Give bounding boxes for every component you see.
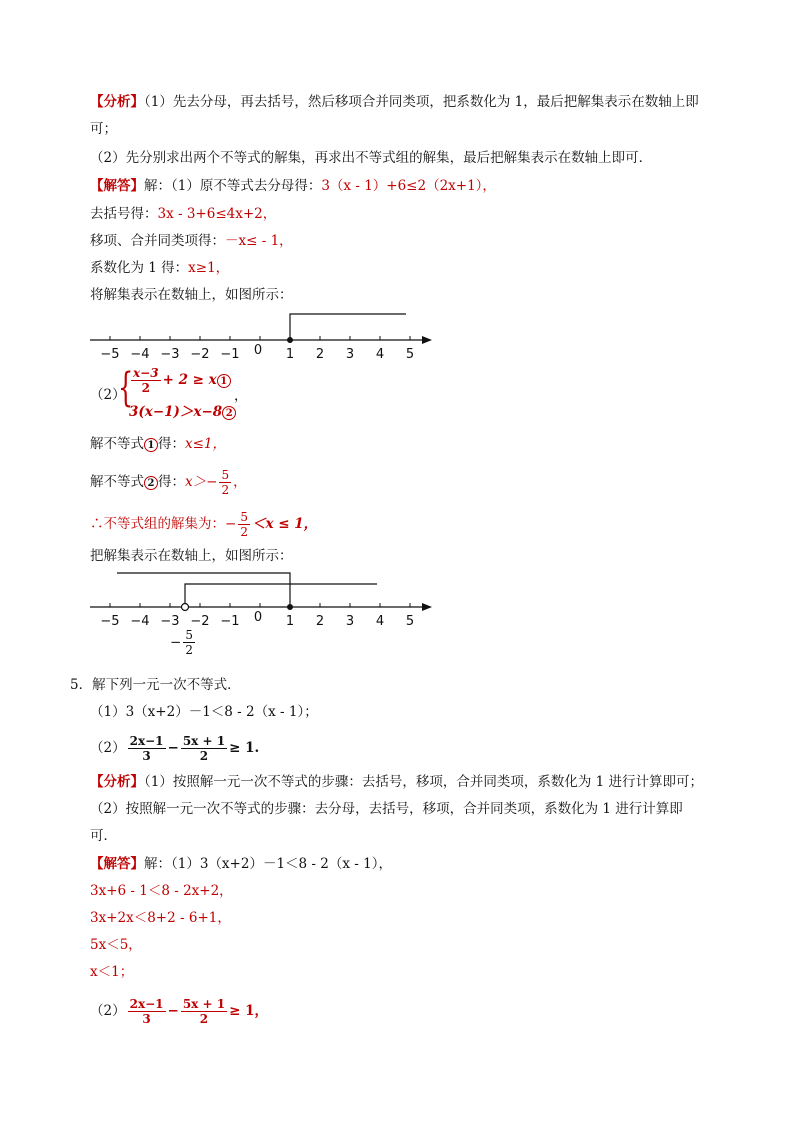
answer-equation-1: 3（x - 1）+6≤2（2x+1）， (321, 178, 496, 194)
axis-tick-label: 0 (253, 610, 263, 625)
axis2-extra-num: 5 (185, 628, 193, 642)
step-2-equation: 3x - 3+6≤4x+2， (157, 206, 277, 222)
q5-answer-intro: 解：（1） (144, 856, 200, 872)
q5-item-2-frac2 (181, 734, 227, 763)
axis-tick-label: 0 (253, 343, 263, 358)
axis-tick-label: 3 (345, 347, 355, 362)
solve-2-x: x＞− (185, 474, 218, 490)
q5-item-1-text: （1）3（x+2）－1＜8 - 2（x - 1）； (90, 704, 318, 720)
q5-part-2 (90, 997, 268, 1026)
q5-title-text: 解下列一元一次不等式． (92, 677, 241, 693)
axis-tick-label: −1 (220, 614, 240, 629)
step-2-label: 去括号得： (90, 206, 158, 222)
q5-part-2-minus: − (167, 1003, 179, 1019)
q5-item-1 (90, 702, 318, 722)
axis-tick-label: 2 (315, 614, 325, 629)
axis-tick-label: −2 (190, 614, 210, 629)
q5-part-2-den2: 2 (199, 1012, 209, 1026)
q5-analysis-1 (90, 772, 703, 792)
axis-tick-label: −2 (190, 347, 210, 362)
axis-tick-label: −4 (130, 614, 150, 629)
q5-step-5 (90, 962, 133, 982)
part2-prefix-text: （2） (90, 387, 126, 403)
analysis-text-1b: 可； (90, 121, 117, 137)
system-fraction-den: 2 (141, 381, 150, 395)
q5-item-2-expr (126, 734, 260, 763)
axis-tick-label: 5 (405, 614, 415, 629)
q5-analysis-2 (90, 799, 683, 819)
solve-1-label: 解不等式 (90, 436, 144, 452)
step-4-equation: x≥1， (188, 260, 230, 276)
axis-arrow (422, 603, 432, 611)
axis-tick-label: −5 (100, 347, 120, 362)
q5-item-2-prefix: （2） (90, 740, 126, 756)
conclusion-minus: − (225, 516, 237, 532)
q5-step-2-text: 3x+6 - 1＜8 - 2x+2， (90, 883, 233, 899)
q5-part-2-rest: ≥ 1， (229, 1003, 268, 1019)
q5-step-5-text: x＜1； (90, 964, 134, 980)
q5-step-4 (90, 935, 142, 955)
circle-two-marker: 2 (222, 406, 236, 420)
analysis-text-2: （2）先分别求出两个不等式的解集，再求出不等式组的解集，最后把解集表示在数轴上即可． (90, 150, 653, 166)
solve-1-result: x≤1， (185, 436, 227, 452)
axis-tick-label: 5 (405, 347, 415, 362)
axis-tick-label: 1 (285, 614, 295, 629)
conclusion-num: 5 (240, 510, 248, 524)
system-brace: { (118, 365, 134, 411)
axis-tick-label: 4 (375, 614, 385, 629)
axis-caption-1-text: 将解集表示在数轴上，如图所示： (90, 287, 293, 303)
q5-part-2-num2: 5x + 1 (182, 997, 226, 1011)
solve-2-num: 5 (221, 468, 230, 482)
bracket-ineq-2 (185, 584, 377, 607)
q5-item-2-num2: 5x + 1 (182, 734, 226, 748)
circle-one-marker: 1 (144, 438, 158, 452)
q5-analysis-1-text: （1）按照解一元一次不等式的步骤：去括号，移项，合并同类项，系数化为 1 进行计算即可； (144, 774, 704, 790)
axis-tick-label: −3 (160, 614, 180, 629)
q5-part-2-num1: 2x−1 (129, 997, 164, 1011)
open-point (182, 604, 189, 611)
system-fraction-num: x−3 (133, 366, 159, 380)
q5-analysis-2-text: （2）按照解一元一次不等式的步骤：去分母，去括号，移项，合并同类项，系数化为 1 进行计算即 (90, 801, 683, 817)
axis2-extra-minus: − (170, 634, 182, 651)
step-4-label: 系数化为 1 得： (90, 260, 189, 276)
q5-item-2-num1: 2x−1 (129, 734, 164, 748)
q5-analysis-2b (90, 826, 117, 846)
q5-step-4-text: 5x＜5， (90, 937, 142, 953)
q5-item-2-minus: − (167, 740, 179, 756)
axis-caption-2-text: 把解集表示在数轴上，如图所示： (90, 548, 293, 564)
answer-intro: 解：（1）原不等式去分母得： (144, 178, 322, 194)
axis-tick-label: −3 (160, 347, 180, 362)
step-3-equation: －x≤ - 1， (225, 233, 293, 249)
circle-one-marker: 1 (217, 374, 231, 388)
q5-answer-eq1: 3（x+2）－1＜8 - 2（x - 1）， (199, 856, 392, 872)
q5-number: 5． (70, 677, 93, 693)
q5-part-2-prefix: （2） (90, 1003, 126, 1019)
bracket-ineq-1 (117, 573, 290, 607)
solve-2-label: 解不等式 (90, 474, 144, 490)
axis-tick-label: 3 (345, 614, 355, 629)
axis2-extra-fraction (183, 628, 195, 657)
solve-2-mid: 得： (158, 474, 185, 490)
q5-answer-tag: 【解答】 (90, 856, 144, 872)
answer-tag: 【解答】 (90, 178, 144, 194)
q5-part-2-expr (126, 997, 268, 1026)
axis2-extra-label (170, 628, 197, 657)
axis-tick-label: −4 (130, 347, 150, 362)
q5-item-2-rest: ≥ 1. (229, 740, 260, 756)
q5-item-2 (90, 734, 259, 763)
solve-2-end: ， (233, 474, 247, 490)
system-comma-text: ， (234, 388, 248, 404)
conclusion-label: ∴不等式组的解集为： (90, 516, 225, 532)
q5-part-2-frac2 (181, 997, 227, 1026)
q5-part-2-den1: 3 (142, 1012, 151, 1026)
q5-item-2-frac1 (128, 734, 166, 763)
q5-analysis-2b-text: 可． (90, 828, 117, 844)
q5-analysis-tag: 【分析】 (90, 774, 144, 790)
system-line-2-text: 3(x−1)＞x−8 (129, 404, 223, 420)
analysis-tag: 【分析】 (90, 94, 144, 110)
q5-part-2-frac1 (128, 997, 166, 1026)
conclusion-den: 2 (240, 525, 248, 539)
q5-item-2-den2: 2 (199, 749, 209, 763)
conclusion-rest: ＜x ≤ 1， (251, 516, 318, 532)
q5-step-3 (90, 908, 231, 928)
analysis-text-1: （1）先去分母，再去括号，然后移项合并同类项，把系数化为 1，最后把解集表示在数轴上即 (144, 94, 699, 110)
q5-title (70, 675, 241, 695)
axis-tick-label: 1 (285, 347, 295, 362)
circle-two-marker: 2 (144, 476, 158, 490)
axis-tick-label: −1 (220, 347, 240, 362)
system-line-1-rest: + 2 ≥ x (162, 372, 217, 388)
q5-item-2-den1: 3 (142, 749, 151, 763)
axis2-extra-den: 2 (185, 643, 193, 657)
axis-tick-label: 4 (375, 347, 385, 362)
q5-step-2 (90, 881, 233, 901)
step-3-label: 移项、合并同类项得： (90, 233, 225, 249)
q5-answer-1 (90, 854, 392, 874)
axis-tick-label: 2 (315, 347, 325, 362)
solve-2-den: 2 (221, 483, 230, 497)
solve-1-mid: 得： (158, 436, 185, 452)
axis-tick-label: −5 (100, 614, 120, 629)
q5-step-3-text: 3x+2x＜8+2 - 6+1， (90, 910, 231, 926)
solid-point (287, 604, 293, 610)
